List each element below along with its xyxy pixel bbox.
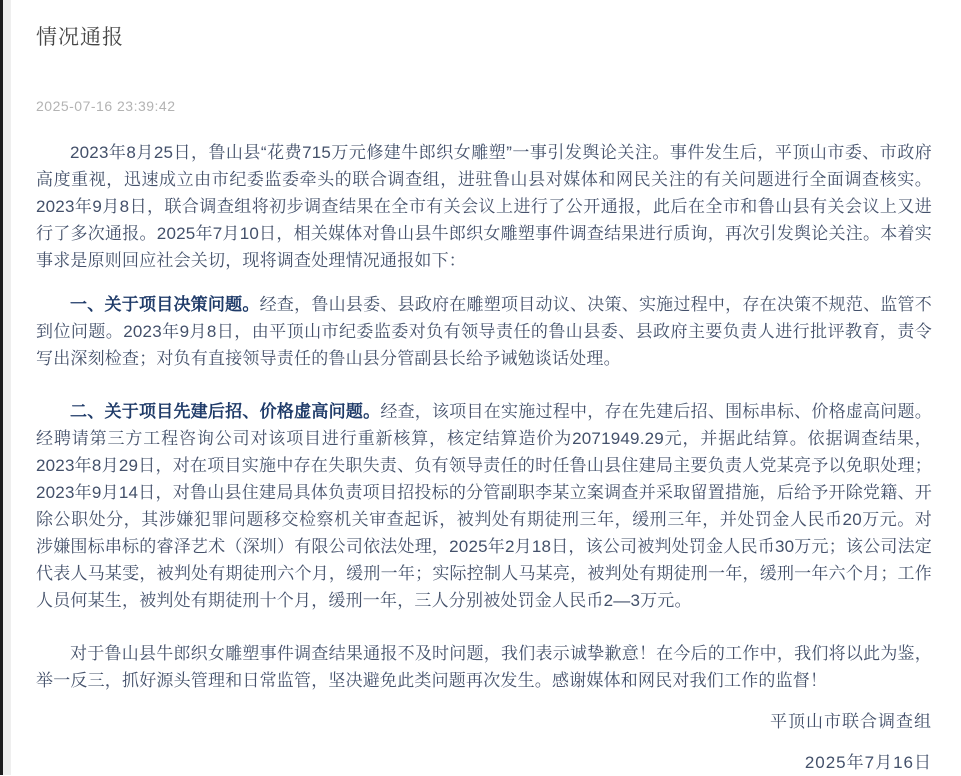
left-gutter: [3, 0, 11, 775]
section-1-heading: 一、关于项目决策问题。: [70, 295, 260, 314]
intro-paragraph: 2023年8月25日，鲁山县“花费715万元修建牛郎织女雕塑”一事引发舆论关注。事件发生后，平顶山市委、市政府高度重视，迅速成立由市纪委监委牵头的联合调查组，进驻鲁山县对媒体和网民关注的有关问题进行全面调查核实。2023年9月8日，联合调查组将初步调查结果在全市有关会议上进行了公开通报，此后在全市和鲁山县有关会议上又进行了多次通报。2025年7月10日，相关媒体对鲁山县牛郎织女雕塑事件调查结果进行质询，再次引发舆论关注。本着实事求是原则回应社会关切，现将调查处理情况通报如下：: [36, 143, 932, 270]
section-1-paragraph: [36, 291, 932, 372]
publish-timestamp: 2025-07-16 23:39:42: [36, 98, 176, 114]
signature-date: 2025年7月16日: [804, 753, 932, 772]
notice-body: [36, 139, 932, 776]
page-title: 情况通报: [36, 26, 124, 49]
closing-paragraph: 对于鲁山县牛郎织女雕塑事件调查结果通报不及时问题，我们表示诚挚歉意！在今后的工作中，我们将以此为鉴，举一反三，抓好源头管理和日常监管，坚决避免此类问题再次发生。感谢媒体和网民对我们工作的监督！: [36, 644, 932, 690]
signature-block: [36, 708, 932, 776]
section-2-paragraph: [36, 398, 932, 614]
section-1-text: 经查，鲁山县委、县政府在雕塑项目动议、决策、实施过程中，存在决策不规范、监管不到位问题。2023年9月8日，由平顶山市纪委监委对负有领导责任的鲁山县委、县政府主要负责人进行批评教育，责令写出深刻检查；对负有直接领导责任的鲁山县分管副县长给予诫勉谈话处理。: [36, 295, 932, 368]
signature-org: 平顶山市联合调查组: [770, 712, 932, 731]
section-2-heading: 二、关于项目先建后招、价格虚高问题。: [70, 402, 381, 421]
notice-page: [11, 0, 961, 775]
section-2-text: 经查，该项目在实施过程中，存在先建后招、围标串标、价格虚高问题。经聘请第三方工程咨询公司对该项目进行重新核算，核定结算造价为2071949.29元，并据此结算。依据调查结果，2023年8月29日，对在项目实施中存在失职失责、负有领导责任的时任鲁山县住建局主要负责人党某亮予以免职处理；2023年9月14日，对鲁山县住建局具体负责项目招投标的分管副职李某立案调查并采取留置措施，后给予开除党籍、开除公职处分，其涉嫌犯罪问题移交检察机关审查起诉，被判处有期徒刑三年，缓刑三年，并处罚金人民币20万元。对涉嫌围标串标的睿泽艺术（深圳）有限公司依法处理，2025年2月18日，该公司被判处罚金人民币30万元；该公司法定代表人马某雯，被判处有期徒刑六个月，缓刑一年；实际控制人马某亮，被判处有期徒刑一年，缓刑一年六个月；工作人员何某生，被判处有期徒刑十个月，缓刑一年，三人分别被处罚金人民币2—3万元。: [36, 402, 932, 610]
